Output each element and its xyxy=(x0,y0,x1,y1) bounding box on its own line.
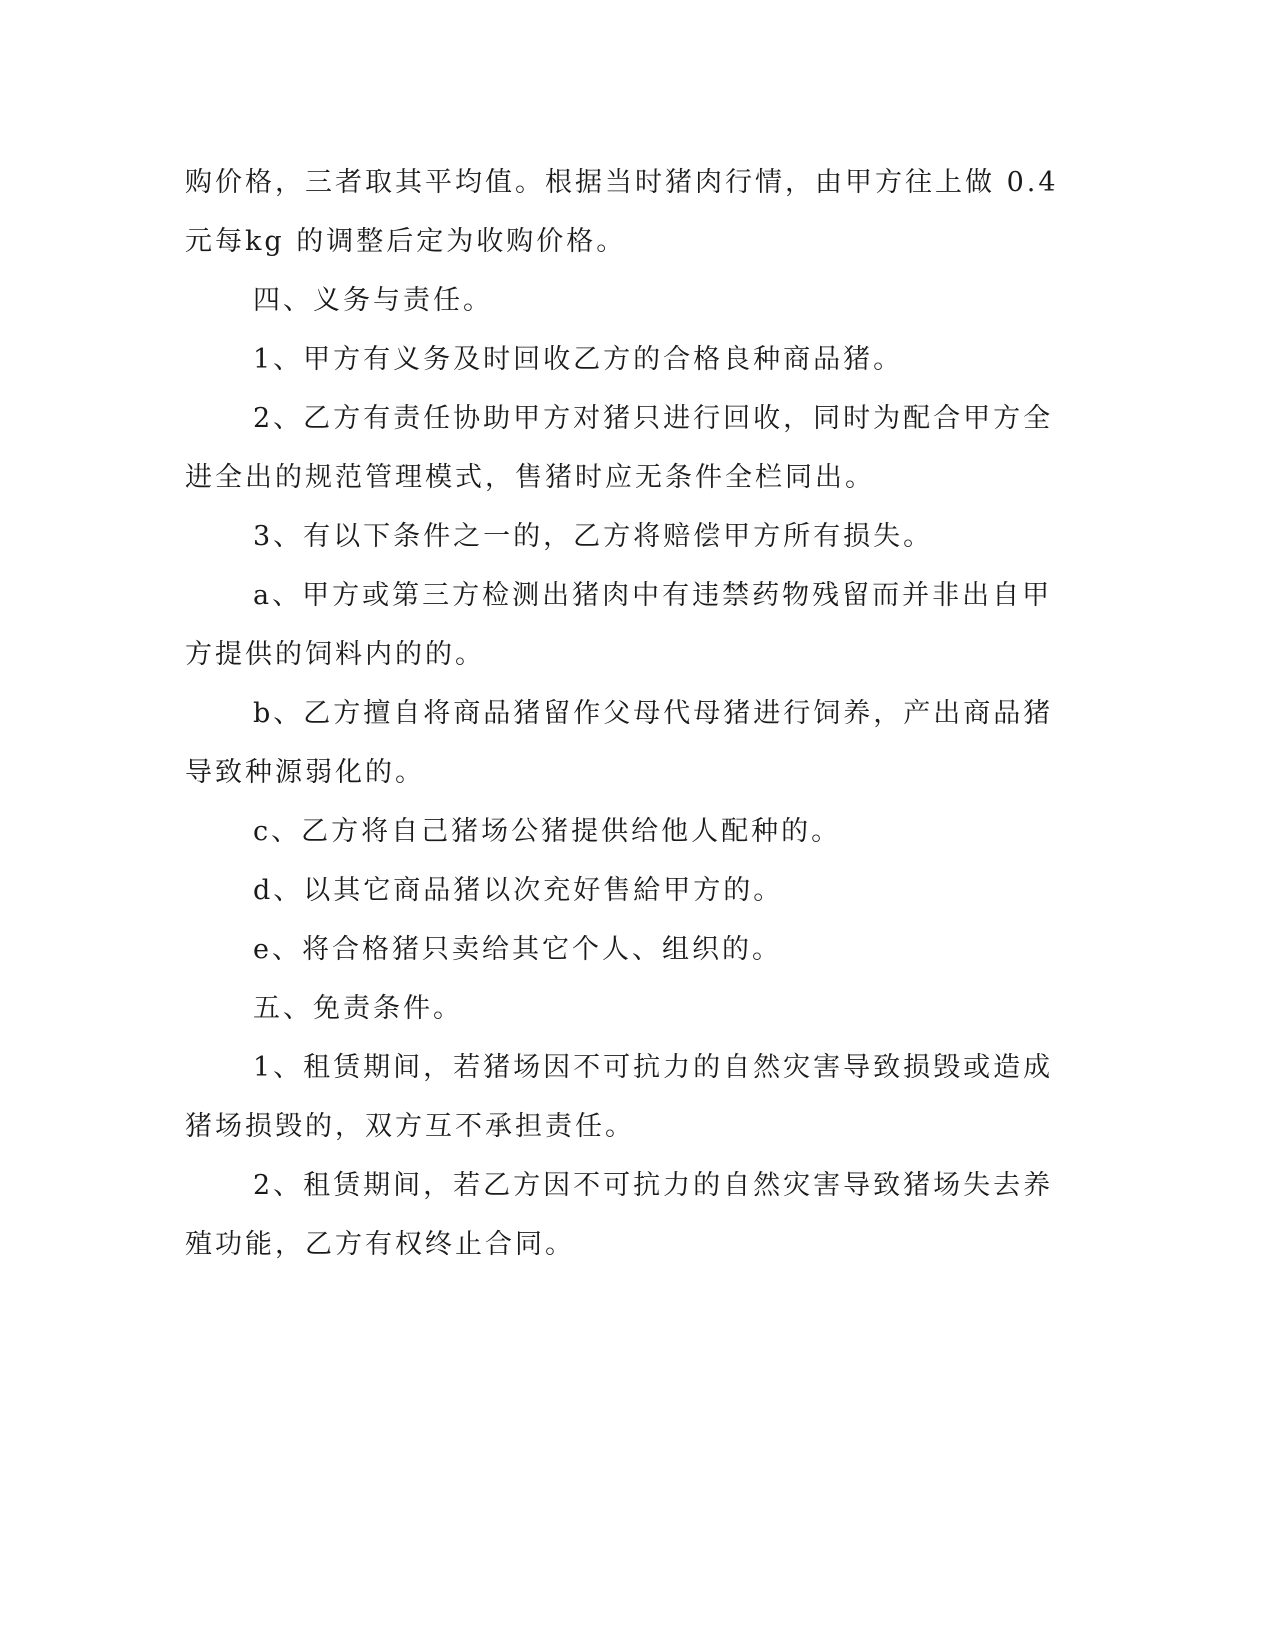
paragraph: e、将合格猪只卖给其它个人、组织的。 xyxy=(253,934,782,965)
paragraph: 1、甲方有义务及时回收乙方的合格良种商品猪。 xyxy=(253,344,904,375)
paragraph: b、乙方擅自将商品猪留作父母代母猪进行饲养，产出商品猪导致种源弱化的。 xyxy=(185,698,1054,788)
paragraph: d、以其它商品猪以次充好售給甲方的。 xyxy=(253,875,784,906)
paragraph: a、甲方或第三方检测出猪肉中有违禁药物残留而并非出自甲方提供的饲料内的的。 xyxy=(185,580,1053,670)
paragraph: 购价格，三者取其平均值。根据当时猪肉行情，由甲方往上做 0.4 元每kg 的调整后定为收购价格。 xyxy=(185,167,1059,257)
section-heading: 五、免责条件。 xyxy=(253,993,463,1024)
section-heading: 四、义务与责任。 xyxy=(253,285,493,316)
document-body xyxy=(185,153,1065,1274)
paragraph: 2、乙方有责任协助甲方对猪只进行回收，同时为配合甲方全进全出的规范管理模式，售猪时应无条件全栏同出。 xyxy=(185,403,1054,493)
paragraph: 1、租赁期间，若猪场因不可抗力的自然灾害导致损毁或造成猪场损毁的，双方互不承担责任。 xyxy=(185,1052,1054,1142)
paragraph: 3、有以下条件之一的，乙方将赔偿甲方所有损失。 xyxy=(253,521,934,552)
paragraph: 2、租赁期间，若乙方因不可抗力的自然灾害导致猪场失去养殖功能，乙方有权终止合同。 xyxy=(185,1170,1054,1260)
paragraph: c、乙方将自己猪场公猪提供给他人配种的。 xyxy=(253,816,842,847)
